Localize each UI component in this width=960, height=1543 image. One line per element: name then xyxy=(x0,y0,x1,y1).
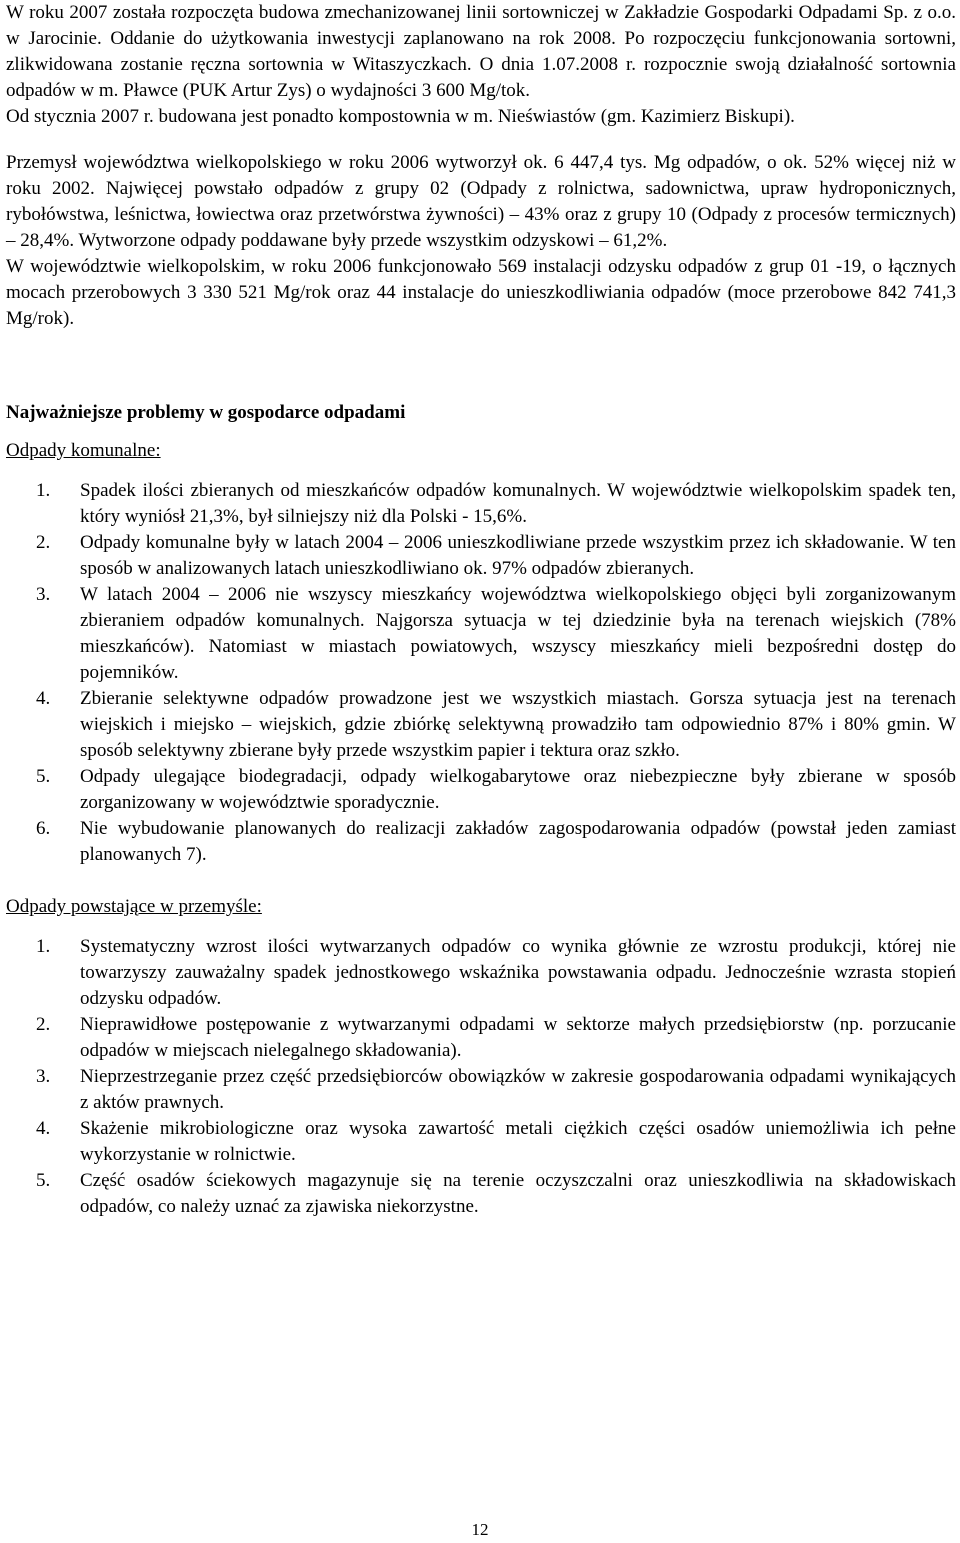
document-page xyxy=(6,0,956,1220)
list-number: 5. xyxy=(36,766,51,787)
list-item xyxy=(6,1064,956,1116)
paragraph-composting: Od stycznia 2007 r. budowana jest ponadto kompostownia w m. Nieświastów (gm. Kazimierz Biskupi). xyxy=(6,106,795,127)
list-item xyxy=(6,764,956,816)
list-text: Odpady komunalne były w latach 2004 – 2006 unieszkodliwiane przede wszystkim przez ich składowanie. W ten sposób w analizowanych latach unieszkodliwiano ok. 97% odpadów zbieranych. xyxy=(80,532,956,579)
list-number: 4. xyxy=(36,688,51,709)
list-item xyxy=(6,686,956,764)
list-item xyxy=(6,1168,956,1220)
list-number: 5. xyxy=(36,1170,51,1191)
list-item xyxy=(6,478,956,530)
list-number: 2. xyxy=(36,1014,51,1035)
list-item xyxy=(6,1116,956,1168)
list-number: 3. xyxy=(36,584,51,605)
list-text: Systematyczny wzrost ilości wytwarzanych odpadów co wynika głównie ze wzrostu produkcji, której nie towarzyszy zauważalny spadek jednostkowego wskaźnika powstawania odpadu. Jednocześnie wzrasta stopień odzysku odpadów. xyxy=(80,936,956,1009)
page-number: 12 xyxy=(471,1520,489,1539)
list-text: Nie wybudowanie planowanych do realizacji zakładów zagospodarowania odpadów (powstał jeden zamiast planowanych 7). xyxy=(80,818,956,865)
list-number: 3. xyxy=(36,1066,51,1087)
list-number: 1. xyxy=(36,936,51,957)
list-number: 4. xyxy=(36,1118,51,1139)
section1-list xyxy=(6,478,956,868)
list-item xyxy=(6,530,956,582)
section2-list xyxy=(6,934,956,1220)
paragraph-industry-waste: Przemysł województwa wielkopolskiego w roku 2006 wytworzył ok. 6 447,4 tys. Mg odpadów, o ok. 52% więcej niż w roku 2002. Najwięcej powstało odpadów z grupy 02 (Odpady z rolnictwa, sadownictwa, upraw hydroponicznych, rybołówstwa, leśnictwa, łowiectwa oraz przetwórstwa żywności) – 43% oraz z grupy 10 (Odpady z procesów termicznych) – 28,4%. Wytworzone odpady poddawane były przede wszystkim odzyskowi – 61,2%. xyxy=(6,152,956,251)
section2-title: Odpady powstające w przemyśle: xyxy=(6,896,262,917)
list-item xyxy=(6,934,956,1012)
list-item xyxy=(6,1012,956,1064)
list-item xyxy=(6,582,956,686)
paragraph-installations: W województwie wielkopolskim, w roku 2006 funkcjonowało 569 instalacji odzysku odpadów z grup 01 -19, o łącznych mocach przerobowych 3 330 521 Mg/rok oraz 44 instalacje do unieszkodliwiania odpadów (moce przerobowe 842 741,3 Mg/rok). xyxy=(6,256,956,329)
list-text: W latach 2004 – 2006 nie wszyscy mieszkańcy województwa wielkopolskiego objęci byli zorganizowanym zbieraniem odpadów komunalnych. Najgorsza sytuacja w tej dziedzinie była na terenach wiejskich (78% mieszkańców). Natomiast w miastach powiatowych, wszyscy mieszkańcy mieli bezpośredni dostęp do pojemników. xyxy=(80,584,956,683)
list-text: Skażenie mikrobiologiczne oraz wysoka zawartość metali ciężkich części osadów uniemożliwia ich pełne wykorzystanie w rolnictwie. xyxy=(80,1118,956,1165)
list-text: Zbieranie selektywne odpadów prowadzone jest we wszystkich miastach. Gorsza sytuacja jest na terenach wiejskich i miejsko – wiejskich, gdzie zbiórkę selektywną prowadziło tam odpowiednio 87% i 80% gmin. W sposób selektywny zbierane były przede wszystkim papier i tektura oraz szkło. xyxy=(80,688,956,761)
list-text: Odpady ulegające biodegradacji, odpady wielkogabarytowe oraz niebezpieczne były zbierane w sposób zorganizowany w województwie sporadycznie. xyxy=(80,766,956,813)
list-text: Część osadów ściekowych magazynuje się na terenie oczyszczalni oraz unieszkodliwia na składowiskach odpadów, co należy uznać za zjawiska niekorzystne. xyxy=(80,1170,956,1217)
list-number: 6. xyxy=(36,818,51,839)
list-number: 1. xyxy=(36,480,51,501)
list-number: 2. xyxy=(36,532,51,553)
section-heading: Najważniejsze problemy w gospodarce odpadami xyxy=(6,402,406,423)
section1-title: Odpady komunalne: xyxy=(6,440,161,461)
paragraph-sorting-plants: W roku 2007 została rozpoczęta budowa zmechanizowanej linii sortowniczej w Zakładzie Gospodarki Odpadami Sp. z o.o. w Jarocinie. Oddanie do użytkowania inwestycji zaplanowano na rok 2008. Po rozpoczęciu funkcjonowania sortowni, zlikwidowana zostanie ręczna sortownia w Witaszyczkach. O dnia 1.07.2008 r. rozpocznie swoją działalność sortownia odpadów w m. Pławce (PUK Artur Zys) o wydajności 3 600 Mg/tok. xyxy=(6,2,956,101)
list-text: Nieprawidłowe postępowanie z wytwarzanymi odpadami w sektorze małych przedsiębiorstw (np. porzucanie odpadów w miejscach nielegalnego składowania). xyxy=(80,1014,956,1061)
list-text: Nieprzestrzeganie przez część przedsiębiorców obowiązków w zakresie gospodarowania odpadami wynikających z aktów prawnych. xyxy=(80,1066,956,1113)
list-item xyxy=(6,816,956,868)
list-text: Spadek ilości zbieranych od mieszkańców odpadów komunalnych. W województwie wielkopolskim spadek ten, który wyniósł 21,3%, był silniejszy niż dla Polski - 15,6%. xyxy=(80,480,956,527)
